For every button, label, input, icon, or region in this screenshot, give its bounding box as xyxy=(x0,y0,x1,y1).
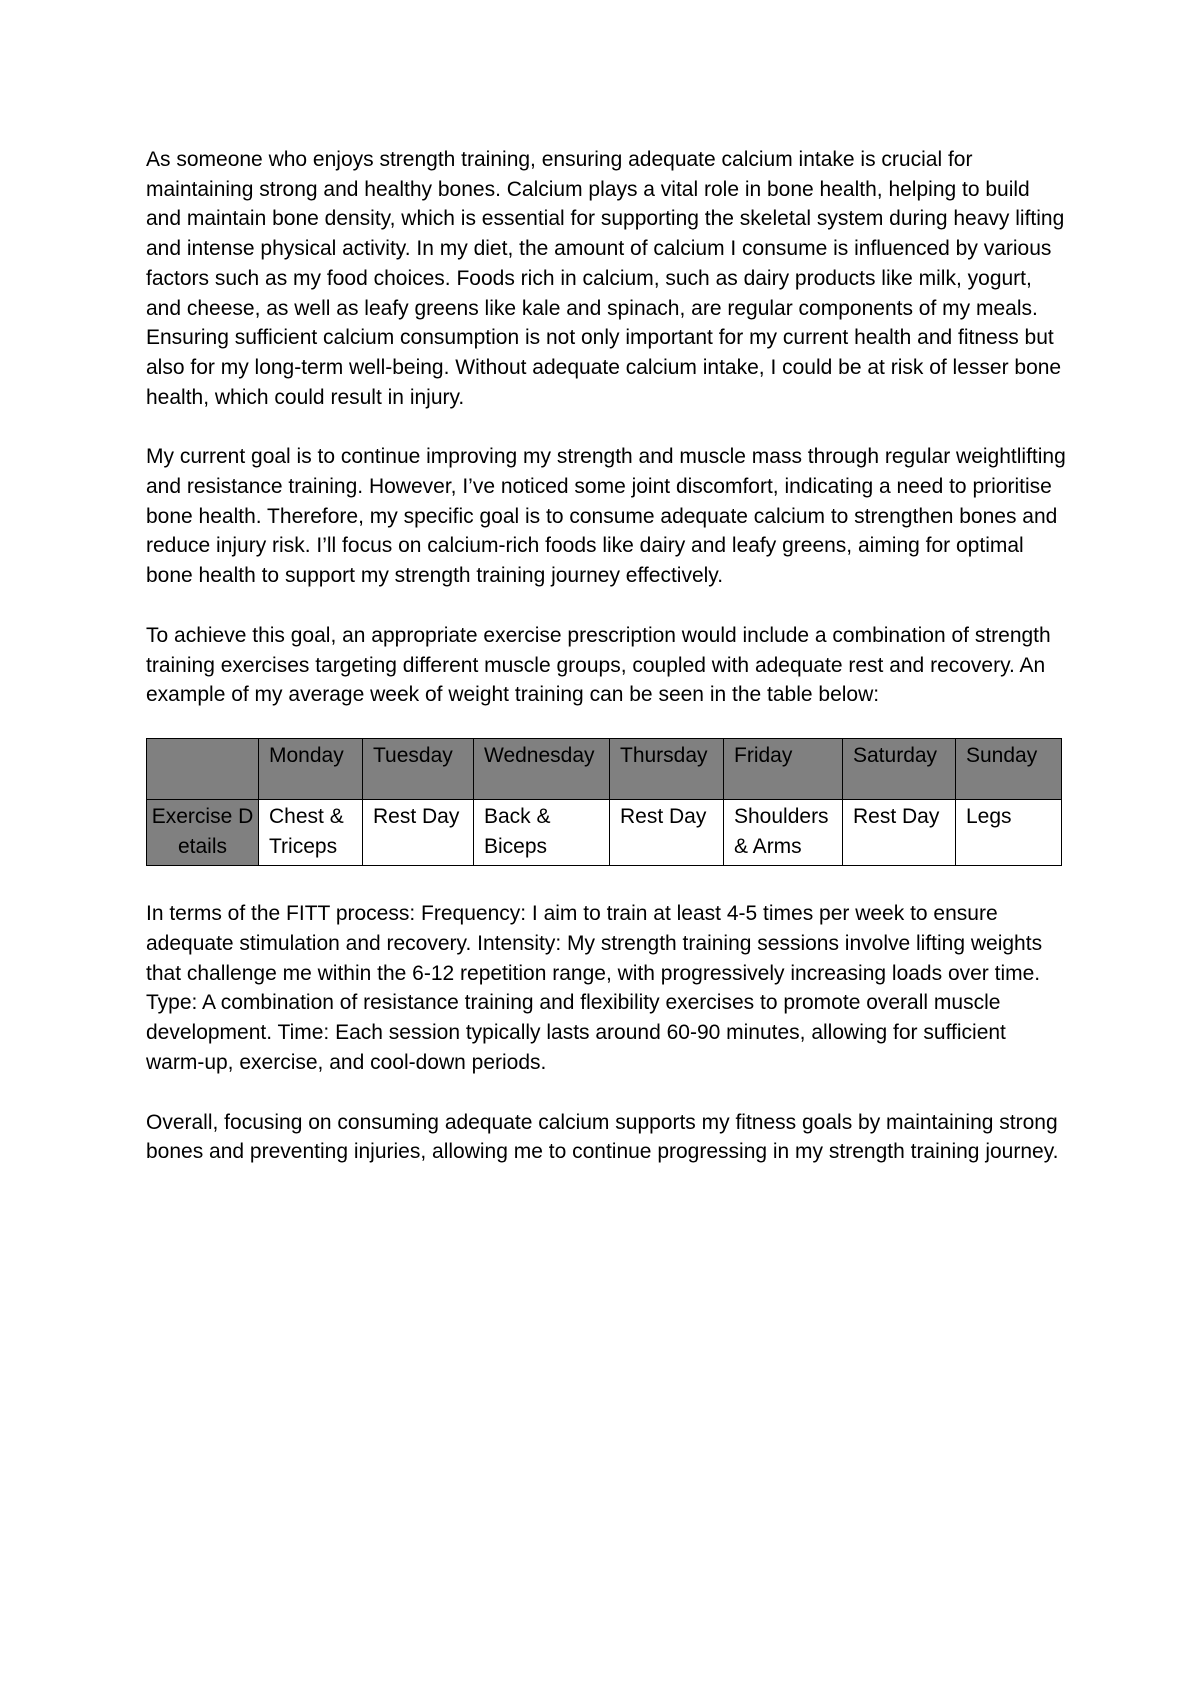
paragraph-current-goal: My current goal is to continue improving my strength and muscle mass through regular weightlifting and resistance training. However, I’ve noticed some joint discomfort, indicating a need to prioritise bone health. Therefore, my specific goal is to consume adequate calcium to strengthen bones and reduce injury risk. I’ll focus on calcium-rich foods like dairy and leafy greens, aiming for optimal bone health to support my strength training journey effectively. xyxy=(146,445,1066,588)
table-cell-saturday: Rest Day xyxy=(843,799,956,865)
table-cell-monday: Chest & Triceps xyxy=(259,799,363,865)
paragraph-calcium-intro: As someone who enjoys strength training, ensuring adequate calcium intake is crucial for maintaining strong and healthy bones. Calcium plays a vital role in bone health, helping to build and maintain bone density, which is essential for supporting the skeletal system during heavy lifting and intense physical activity. In my diet, the amount of calcium I consume is influenced by various factors such as my food choices. Foods rich in calcium, such as dairy products like milk, yogurt, and cheese, as well as leafy greens like kale and spinach, are regular components of my meals. Ensuring sufficient calcium consumption is not only important for my current health and fitness but also for my long-term well-being. Without adequate calcium intake, I could be at risk of lesser bone health, which could result in injury. xyxy=(146,148,1065,409)
table-cell-sunday: Legs xyxy=(956,799,1062,865)
table-header-wednesday: Wednesday xyxy=(474,738,610,799)
document-page xyxy=(146,145,1066,1197)
table-row xyxy=(147,799,1062,865)
table-cell-thursday: Rest Day xyxy=(610,799,724,865)
table-header-row xyxy=(147,738,1062,799)
table-cell-wednesday: Back & Biceps xyxy=(474,799,610,865)
weekly-training-table xyxy=(146,738,1062,866)
table-header-saturday: Saturday xyxy=(843,738,956,799)
table-header-sunday: Sunday xyxy=(956,738,1062,799)
table-row-label: Exercise Details xyxy=(147,799,259,865)
paragraph-fitt-process: In terms of the FITT process: Frequency: I aim to train at least 4-5 times per week to ensure adequate stimulation and recovery. Intensity: My strength training sessions involve lifting weights that challenge me within the 6-12 repetition range, with progressively increasing loads over time. Type: A combination of resistance training and flexibility exercises to promote overall muscle development. Time: Each session typically lasts around 60-90 minutes, allowing for sufficient warm-up, exercise, and cool-down periods. xyxy=(146,902,1043,1074)
table-header-thursday: Thursday xyxy=(610,738,724,799)
paragraph-exercise-prescription: To achieve this goal, an appropriate exercise prescription would include a combination of strength training exercises targeting different muscle groups, coupled with adequate rest and recovery. An example of my average week of weight training can be seen in the table below: xyxy=(146,623,1051,707)
table-header-monday: Monday xyxy=(259,738,363,799)
table-corner-cell xyxy=(147,738,259,799)
paragraph-conclusion: Overall, focusing on consuming adequate calcium supports my fitness goals by maintaining strong bones and preventing injuries, allowing me to continue progressing in my strength training journey. xyxy=(146,1110,1059,1164)
table-cell-tuesday: Rest Day xyxy=(363,799,474,865)
table-header-friday: Friday xyxy=(724,738,843,799)
table-header-tuesday: Tuesday xyxy=(363,738,474,799)
table-cell-friday: Shoulders & Arms xyxy=(724,799,843,865)
